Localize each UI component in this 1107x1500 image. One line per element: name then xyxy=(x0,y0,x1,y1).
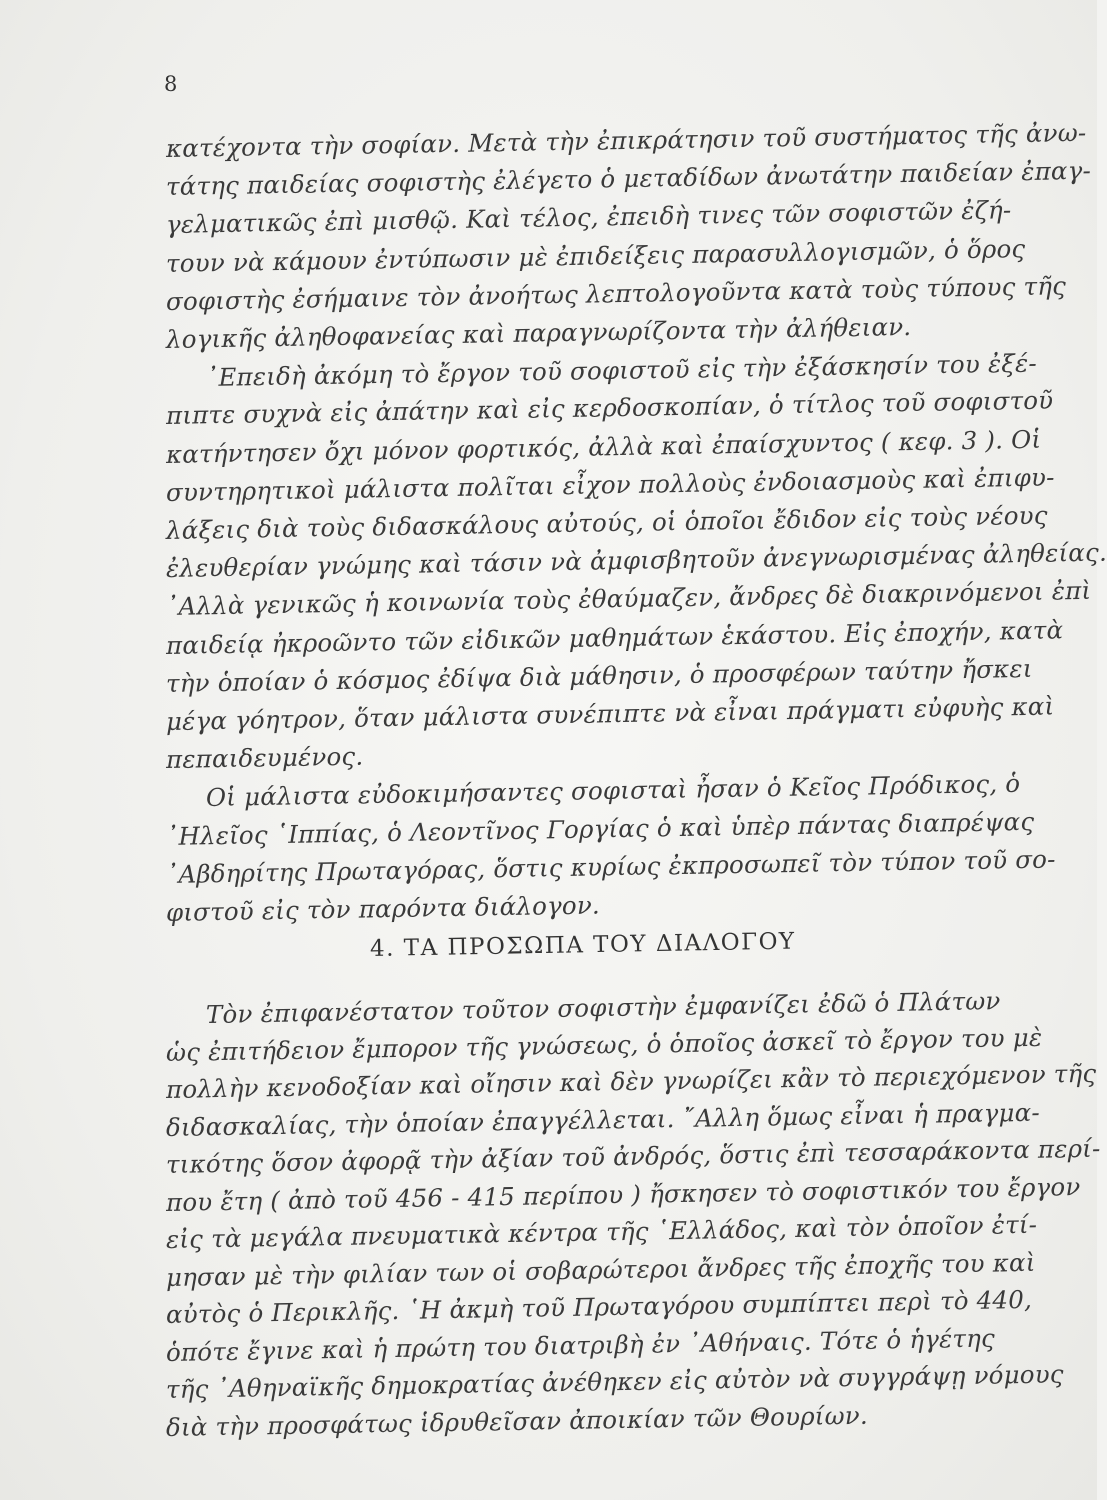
page-number: 8 xyxy=(164,72,178,96)
text-line-6: λογικῆς ἀληθοφανείας καὶ παραγνωρίζοντα τὴν ἀλήθειαν. xyxy=(165,311,912,354)
text-line-19: ᾿Ηλεῖος ῾Ιππίας, ὁ Λεοντῖνος Γοργίας ὁ καὶ ὑπὲρ πάντας διαπρέψας xyxy=(165,806,1035,851)
text-line-7: ᾿Επειδὴ ἀκόμη τὸ ἔργον τοῦ σοφιστοῦ εἰς τὴν ἐξάσκησίν του ἐξέ- xyxy=(205,348,1038,393)
text-line-32: τῆς ᾿Αθηναϊκῆς δημοκρατίας ἀνέθηκεν εἰς αὐτὸν νὰ συγγράψῃ νόμους xyxy=(165,1359,1064,1404)
text-line-1: κατέχοντα τὴν σοφίαν. Μετὰ τὴν ἐπικράτησιν τοῦ συστήματος τῆς ἀνω- xyxy=(165,117,1087,163)
text-line-11: λάξεις διὰ τοὺς διδασκάλους αὐτούς, οἱ ὁποῖοι ἔδιδον εἰς τοὺς νέους xyxy=(165,500,1048,545)
text-line-16: μέγα γόητρον, ὅταν μάλιστα συνέπιπτε νὰ εἶναι πράγματι εὐφυὴς καὶ xyxy=(165,691,1055,736)
text-line-26: τικότης ὅσον ἀφορᾷ τὴν ἀξίαν τοῦ ἀνδρός, ὅστις ἐπὶ τεσσαράκοντα περί- xyxy=(165,1133,1101,1179)
text-line-28: εἰς τὰ μεγάλα πνευματικὰ κέντρα τῆς ῾Ελλάδος, καὶ τὸν ὁποῖον ἐτί- xyxy=(165,1209,1038,1254)
text-line-9: κατήντησεν ὄχι μόνον φορτικός, ἀλλὰ καὶ ἐπαίσχυντος ( κεφ. 3 ). Οἱ xyxy=(165,424,1042,469)
text-line-25: διδασκαλίας, τὴν ὁποίαν ἐπαγγέλλεται. ῎Αλλη ὅμως εἶναι ἡ πραγμα- xyxy=(165,1097,1041,1142)
text-line-17: πεπαιδευμένος. xyxy=(165,741,364,775)
text-line-13: ᾿Αλλὰ γενικῶς ἡ κοινωνία τοὺς ἐθαύμαζεν, ἄνδρες δὲ διακρινόμενοι ἐπὶ xyxy=(165,576,1092,622)
text-line-15: τὴν ὁποίαν ὁ κόσμος ἐδίψα διὰ μάθησιν, ὁ προσφέρων ταύτην ἤσκει xyxy=(165,653,1033,698)
text-line-5: σοφιστὴς ἐσήμαινε τὸν ἀνοήτως λεπτολογοῦντα κατὰ τοὺς τύπους τῆς xyxy=(165,271,1067,316)
text-line-4: τουν νὰ κάμουν ἐντύπωσιν μὲ ἐπιδείξεις παρασυλλογισμῶν, ὁ ὅρος xyxy=(165,233,1026,278)
text-line-12: ἐλευθερίαν γνώμης καὶ τάσιν νὰ ἀμφισβητοῦν ἀνεγνωρισμένας ἀληθείας. xyxy=(165,537,1107,584)
text-line-33: διὰ τὴν προσφάτως ἱδρυθεῖσαν ἀποικίαν τῶν Θουρίων. xyxy=(165,1400,869,1442)
text-line-27: που ἔτη ( ἀπὸ τοῦ 456 - 415 περίπου ) ἤσκησεν τὸ σοφιστικόν του ἔργον xyxy=(165,1171,1081,1217)
section-heading: 4. ΤΑ ΠΡΟΣΩΠΑ ΤΟΥ ΔΙΑΛΟΓΟΥ xyxy=(369,928,796,962)
text-line-14: παιδείᾳ ἠκροῶντο τῶν εἰδικῶν μαθημάτων ἑκάστου. Εἰς ἐποχήν, κατὰ xyxy=(165,614,1064,660)
text-line-2: τάτης παιδείας σοφιστὴς ἐλέγετο ὁ μεταδίδων ἀνωτάτην παιδείαν ἐπαγ- xyxy=(165,156,1092,202)
text-line-22: Τὸν ἐπιφανέστατον τοῦτον σοφιστὴν ἐμφανίζει ἐδῶ ὁ Πλάτων xyxy=(205,986,1001,1029)
text-line-18: Οἱ μάλιστα εὐδοκιμήσαντες σοφισταὶ ἦσαν ὁ Κεῖος Πρόδικος, ὁ xyxy=(205,769,1021,813)
text-line-31: ὁπότε ἔγινε καὶ ἡ πρώτη του διατριβὴ ἐν ᾿Αθήναις. Τότε ὁ ἡγέτης xyxy=(165,1323,996,1367)
text-line-10: συντηρητικοὶ μάλιστα πολῖται εἶχον πολλοὺς ἐνδοιασμοὺς καὶ ἐπιφυ- xyxy=(165,462,1055,507)
text-line-8: πιπτε συχνὰ εἰς ἀπάτην καὶ εἰς κερδοσκοπίαν, ὁ τίτλος τοῦ σοφιστοῦ xyxy=(165,385,1054,431)
text-line-20: ᾿Αβδηρίτης Πρωταγόρας, ὅστις κυρίως ἐκπροσωπεῖ τὸν τύπον τοῦ σο- xyxy=(165,844,1056,889)
text-line-3: γελματικῶς ἐπὶ μισθῷ. Καὶ τέλος, ἐπειδὴ τινες τῶν σοφιστῶν ἐζή- xyxy=(165,195,1012,240)
text-line-23: ὡς ἐπιτήδειον ἔμπορον τῆς γνώσεως, ὁ ὁποῖος ἀσκεῖ τὸ ἔργον του μὲ xyxy=(165,1022,1043,1067)
text-line-24: πολλὴν κενοδοξίαν καὶ οἴησιν καὶ δὲν γνωρίζει κἂν τὸ περιεχόμενον τῆς xyxy=(165,1058,1097,1104)
text-line-29: μησαν μὲ τὴν φιλίαν των οἱ σοβαρώτεροι ἄνδρες τῆς ἐποχῆς του καὶ xyxy=(165,1247,1036,1292)
text-line-21: φιστοῦ εἰς τὸν παρόντα διάλογον. xyxy=(165,890,601,927)
text-line-30: αὐτὸς ὁ Περικλῆς. ῾Η ἀκμὴ τοῦ Πρωταγόρου συμπίπτει περὶ τὸ 440, xyxy=(165,1284,1033,1329)
